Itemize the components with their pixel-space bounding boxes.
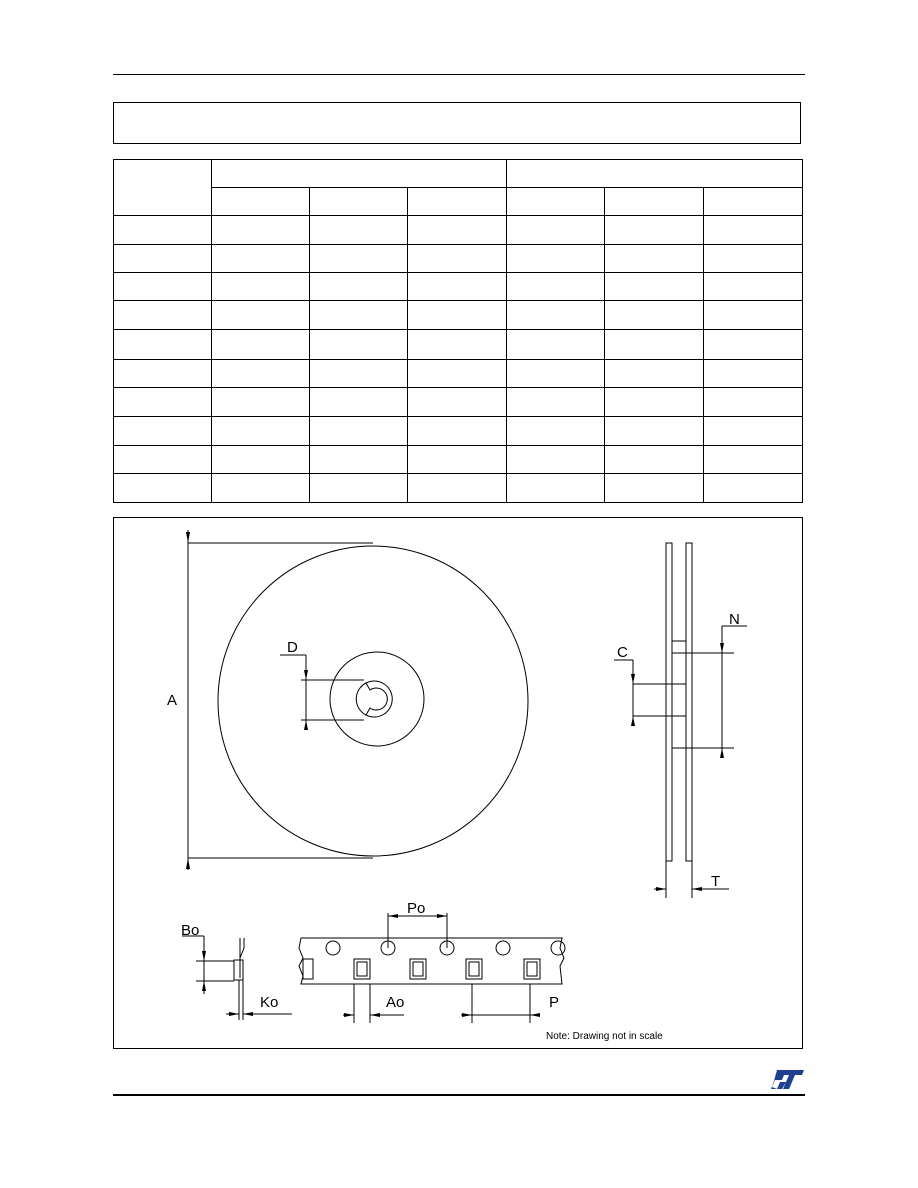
table-caption-box — [113, 102, 801, 144]
reel-spindle-hole — [366, 681, 392, 717]
table-cell — [212, 359, 310, 387]
table-cell — [605, 445, 704, 473]
dim-label-p: P — [549, 994, 560, 1011]
table-cell — [507, 245, 605, 273]
dim-label-ao: Ao — [386, 994, 405, 1011]
subheader-cell — [507, 188, 605, 216]
reel-side-flange-right — [686, 543, 692, 861]
sprocket-hole — [551, 941, 565, 955]
table-cell — [704, 216, 803, 245]
table-row — [114, 416, 803, 445]
table-cell — [212, 216, 310, 245]
table-row — [114, 445, 803, 473]
dim-label-n: N — [729, 611, 740, 628]
table-cell — [212, 330, 310, 359]
reel-and-tape-drawing — [114, 518, 804, 1050]
dim-label-ko: Ko — [260, 994, 279, 1011]
reel-side-hub — [672, 641, 686, 748]
table-cell — [507, 301, 605, 330]
reel-outer-circle — [218, 546, 528, 856]
table-cell — [212, 445, 310, 473]
table-cell — [507, 359, 605, 387]
table-cell — [310, 387, 408, 416]
table-cell — [310, 301, 408, 330]
dim-label-t: T — [711, 873, 721, 890]
dim-label-d: D — [287, 639, 298, 656]
table-cell — [408, 245, 507, 273]
reel-side-flange-left — [666, 543, 672, 861]
st-logo — [771, 1068, 805, 1090]
table-body — [114, 216, 803, 503]
table-cell — [605, 416, 704, 445]
table-cell — [605, 387, 704, 416]
table-row — [114, 245, 803, 273]
table-cell — [408, 273, 507, 301]
dim-label-a: A — [167, 692, 178, 709]
table-cell — [507, 473, 605, 502]
table-cell — [114, 416, 212, 445]
table-cell — [310, 473, 408, 502]
table-cell — [212, 245, 310, 273]
table-cell — [605, 330, 704, 359]
dim-label-bo: Bo — [181, 922, 200, 939]
table-row — [114, 359, 803, 387]
header-cell-dimension — [114, 160, 212, 216]
sprocket-hole — [326, 941, 340, 955]
table-cell — [507, 273, 605, 301]
sprocket-hole — [496, 941, 510, 955]
drawing-note: Note: Drawing not in scale — [546, 1031, 663, 1042]
table-cell — [212, 273, 310, 301]
table-cell — [704, 245, 803, 273]
reel-hub-circle — [330, 652, 424, 746]
top-rule — [113, 74, 805, 75]
table-cell — [408, 301, 507, 330]
table-cell — [114, 273, 212, 301]
table-cell — [310, 216, 408, 245]
tape-cross-section — [234, 960, 243, 980]
table-cell — [212, 416, 310, 445]
table-cell — [212, 473, 310, 502]
subheader-cell — [212, 188, 310, 216]
subheader-cell — [408, 188, 507, 216]
table-row — [114, 301, 803, 330]
table-row — [114, 273, 803, 301]
table-cell — [212, 301, 310, 330]
tape-pocket-inner — [527, 962, 537, 976]
table-subheader-row — [114, 188, 803, 216]
table-cell — [408, 387, 507, 416]
table-cell — [114, 473, 212, 502]
bottom-rule — [113, 1094, 805, 1096]
table-cell — [605, 359, 704, 387]
tape-pocket-inner — [469, 962, 479, 976]
table-cell — [408, 216, 507, 245]
table-cell — [605, 273, 704, 301]
table-cell — [408, 330, 507, 359]
table-cell — [114, 301, 212, 330]
table-cell — [310, 273, 408, 301]
tape-pocket-inner — [357, 962, 367, 976]
table-cell — [704, 387, 803, 416]
table-cell — [704, 359, 803, 387]
table-cell — [605, 301, 704, 330]
table-cell — [605, 216, 704, 245]
table-cell — [507, 216, 605, 245]
table-header-row — [114, 160, 803, 188]
table-cell — [704, 445, 803, 473]
table-cell — [310, 359, 408, 387]
table-cell — [704, 473, 803, 502]
reel-drawing-frame — [113, 517, 803, 1049]
table-row — [114, 387, 803, 416]
table-cell — [507, 416, 605, 445]
table-cell — [507, 445, 605, 473]
table-cell — [408, 416, 507, 445]
table-cell — [310, 445, 408, 473]
table-cell — [507, 387, 605, 416]
subheader-cell — [310, 188, 408, 216]
table-row — [114, 473, 803, 502]
table-cell — [408, 445, 507, 473]
dim-label-po: Po — [407, 900, 426, 917]
table-cell — [310, 416, 408, 445]
tape-pocket — [303, 959, 313, 979]
table-cell — [114, 387, 212, 416]
table-cell — [605, 245, 704, 273]
table-cell — [114, 216, 212, 245]
sprocket-holes — [326, 941, 565, 955]
table-row — [114, 216, 803, 245]
table-cell — [704, 330, 803, 359]
reel-spindle-hole-edge — [356, 683, 366, 715]
table-cell — [408, 473, 507, 502]
table-row — [114, 330, 803, 359]
table-cell — [408, 359, 507, 387]
table-cell — [114, 445, 212, 473]
table-cell — [704, 273, 803, 301]
tape-pockets — [303, 959, 540, 979]
table-cell — [704, 416, 803, 445]
header-cell-group-2 — [507, 160, 803, 188]
table-cell — [114, 330, 212, 359]
subheader-cell — [704, 188, 803, 216]
table-cell — [310, 245, 408, 273]
table-cell — [310, 330, 408, 359]
table-cell — [605, 473, 704, 502]
table-cell — [507, 330, 605, 359]
dim-label-c: C — [617, 644, 628, 661]
dimension-table — [113, 159, 803, 503]
subheader-cell — [605, 188, 704, 216]
tape-pocket-inner — [413, 962, 423, 976]
header-cell-group-1 — [212, 160, 507, 188]
table-cell — [704, 301, 803, 330]
table-cell — [212, 387, 310, 416]
table-cell — [114, 359, 212, 387]
table-cell — [114, 245, 212, 273]
